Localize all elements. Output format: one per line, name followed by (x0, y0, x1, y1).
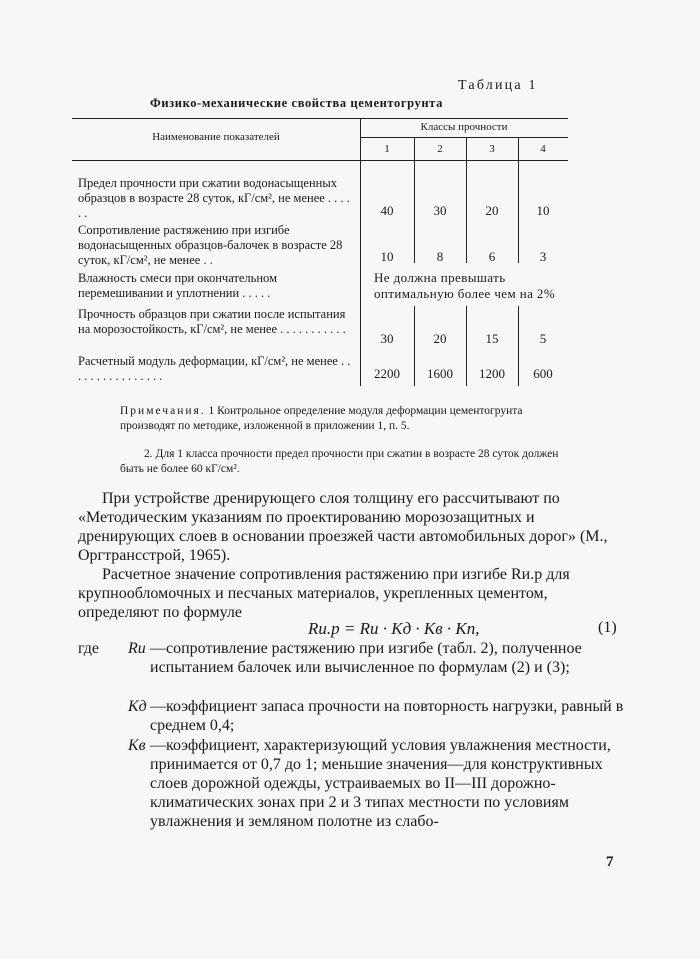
table-caption: Таблица 1 (458, 78, 538, 93)
page-number: 7 (606, 854, 614, 870)
row2-class4: 3 (539, 249, 547, 264)
header-bottom-rule (72, 160, 568, 161)
row4-class2: 20 (433, 331, 447, 346)
row2-class1: 10 (380, 249, 394, 264)
definition-text-ri: —сопротивление растяжению при изгибе (табл. 2), полученное испытанием балочек или вычисленное по формулам (2) и (3); (150, 640, 582, 676)
row5-class1: 2200 (374, 366, 400, 381)
definition-symbol-ri: Rи (128, 640, 146, 657)
row-label-frost-strength: Прочность образцов при сжатии после испытания на морозостойкость, кГ/см², не менее . . . . . . . . . . . (78, 307, 346, 336)
paragraph-design-value: Расчетное значение сопротивления растяжению при изгибе Rи.р для крупнообломочных и песчаных материалов, укрепленных цементом, определяют по формуле (78, 566, 570, 621)
row-label-bending-resistance: Сопротивление растяжению при изгибе водонасыщенных образцов-балочек в возрасте 28 суток, кГ/см², не менее . . (78, 223, 343, 267)
header-class-2: 2 (437, 143, 443, 155)
row5-class3: 1200 (479, 366, 505, 381)
notes-block (120, 404, 570, 433)
row1-class2: 30 (433, 203, 447, 218)
notes-heading: Примечания. (120, 405, 206, 417)
header-classes-group: Классы прочности (420, 121, 508, 133)
row3-merged-value: Не должна превышать оптимальную более чем на 2% (374, 270, 556, 301)
row5-class4: 600 (533, 366, 553, 381)
row2-class3: 6 (488, 249, 496, 264)
row4-class4: 5 (539, 331, 547, 346)
row1-class4: 10 (536, 203, 550, 218)
row-label-deformation-modulus: Расчетный модуль деформации, кГ/см², не менее . . . . . . . . . . . . . . . . (78, 354, 351, 383)
row4-class3: 15 (485, 331, 499, 346)
table-title: Физико-механические свойства цементогрунта (150, 96, 443, 110)
header-class-1: 1 (384, 143, 390, 155)
class-col-divider-2 (466, 137, 467, 263)
class-col-divider-3 (518, 137, 519, 263)
paragraph-drainage: При устройстве дренирующего слоя толщину его рассчитывают по «Методическим указаниям по проектированию морозозащитных и дренирующих слоев в основании проезжей части автомобильных дорог» (М., Оргтрансстрой, 1965). (78, 490, 608, 564)
formula-number: (1) (598, 619, 617, 636)
formula-1: Rи.р = Rи · Kд · Kв · Kп, (308, 619, 480, 638)
row2-class2: 8 (436, 249, 444, 264)
classes-group-rule (360, 137, 568, 138)
where-label: где (78, 640, 100, 657)
row4-class1: 30 (380, 331, 394, 346)
note-1: 1 Контрольное определение модуля деформации цементогрунта производят по методике, изложенной в приложении 1, п. 5. (120, 405, 523, 432)
definition-symbol-kv: Kв (128, 737, 146, 754)
row-label-mix-moisture: Влажность смеси при окончательном перемешивании и уплотнении . . . . . (78, 271, 277, 300)
table-top-rule (72, 118, 568, 119)
row-label-compressive-strength: Предел прочности при сжатии водонасыщенных образцов в возрасте 28 суток, кГ/см², не менее . . . . . . (78, 176, 350, 220)
definition-text-kd: —коэффициент запаса прочности на повторность нагрузки, равный в среднем 0,4; (150, 698, 624, 734)
header-class-3: 3 (489, 143, 495, 155)
row1-class1: 40 (380, 203, 394, 218)
note-2: 2. Для 1 класса прочности предел прочности при сжатии в возрасте 28 суток должен быть не более 60 кГ/см². (120, 448, 559, 475)
definition-symbol-kd: Kд (128, 698, 147, 715)
definition-text-kv: —коэффициент, характеризующий условия увлажнения местности, принимается от 0,7 до 1; меньшие значения—для конструктивных слоев дорожной одежды, устраиваемых во II—III дорожно-климатических зонах при 2 и 3 типах местности по условиям увлажнения и земляном полотне из слабо- (150, 737, 611, 830)
class-col-divider-1 (414, 137, 415, 263)
header-class-4: 4 (540, 143, 546, 155)
header-name-column: Наименование показателей (152, 131, 280, 143)
row1-class3: 20 (485, 203, 499, 218)
row5-class2: 1600 (427, 366, 453, 381)
